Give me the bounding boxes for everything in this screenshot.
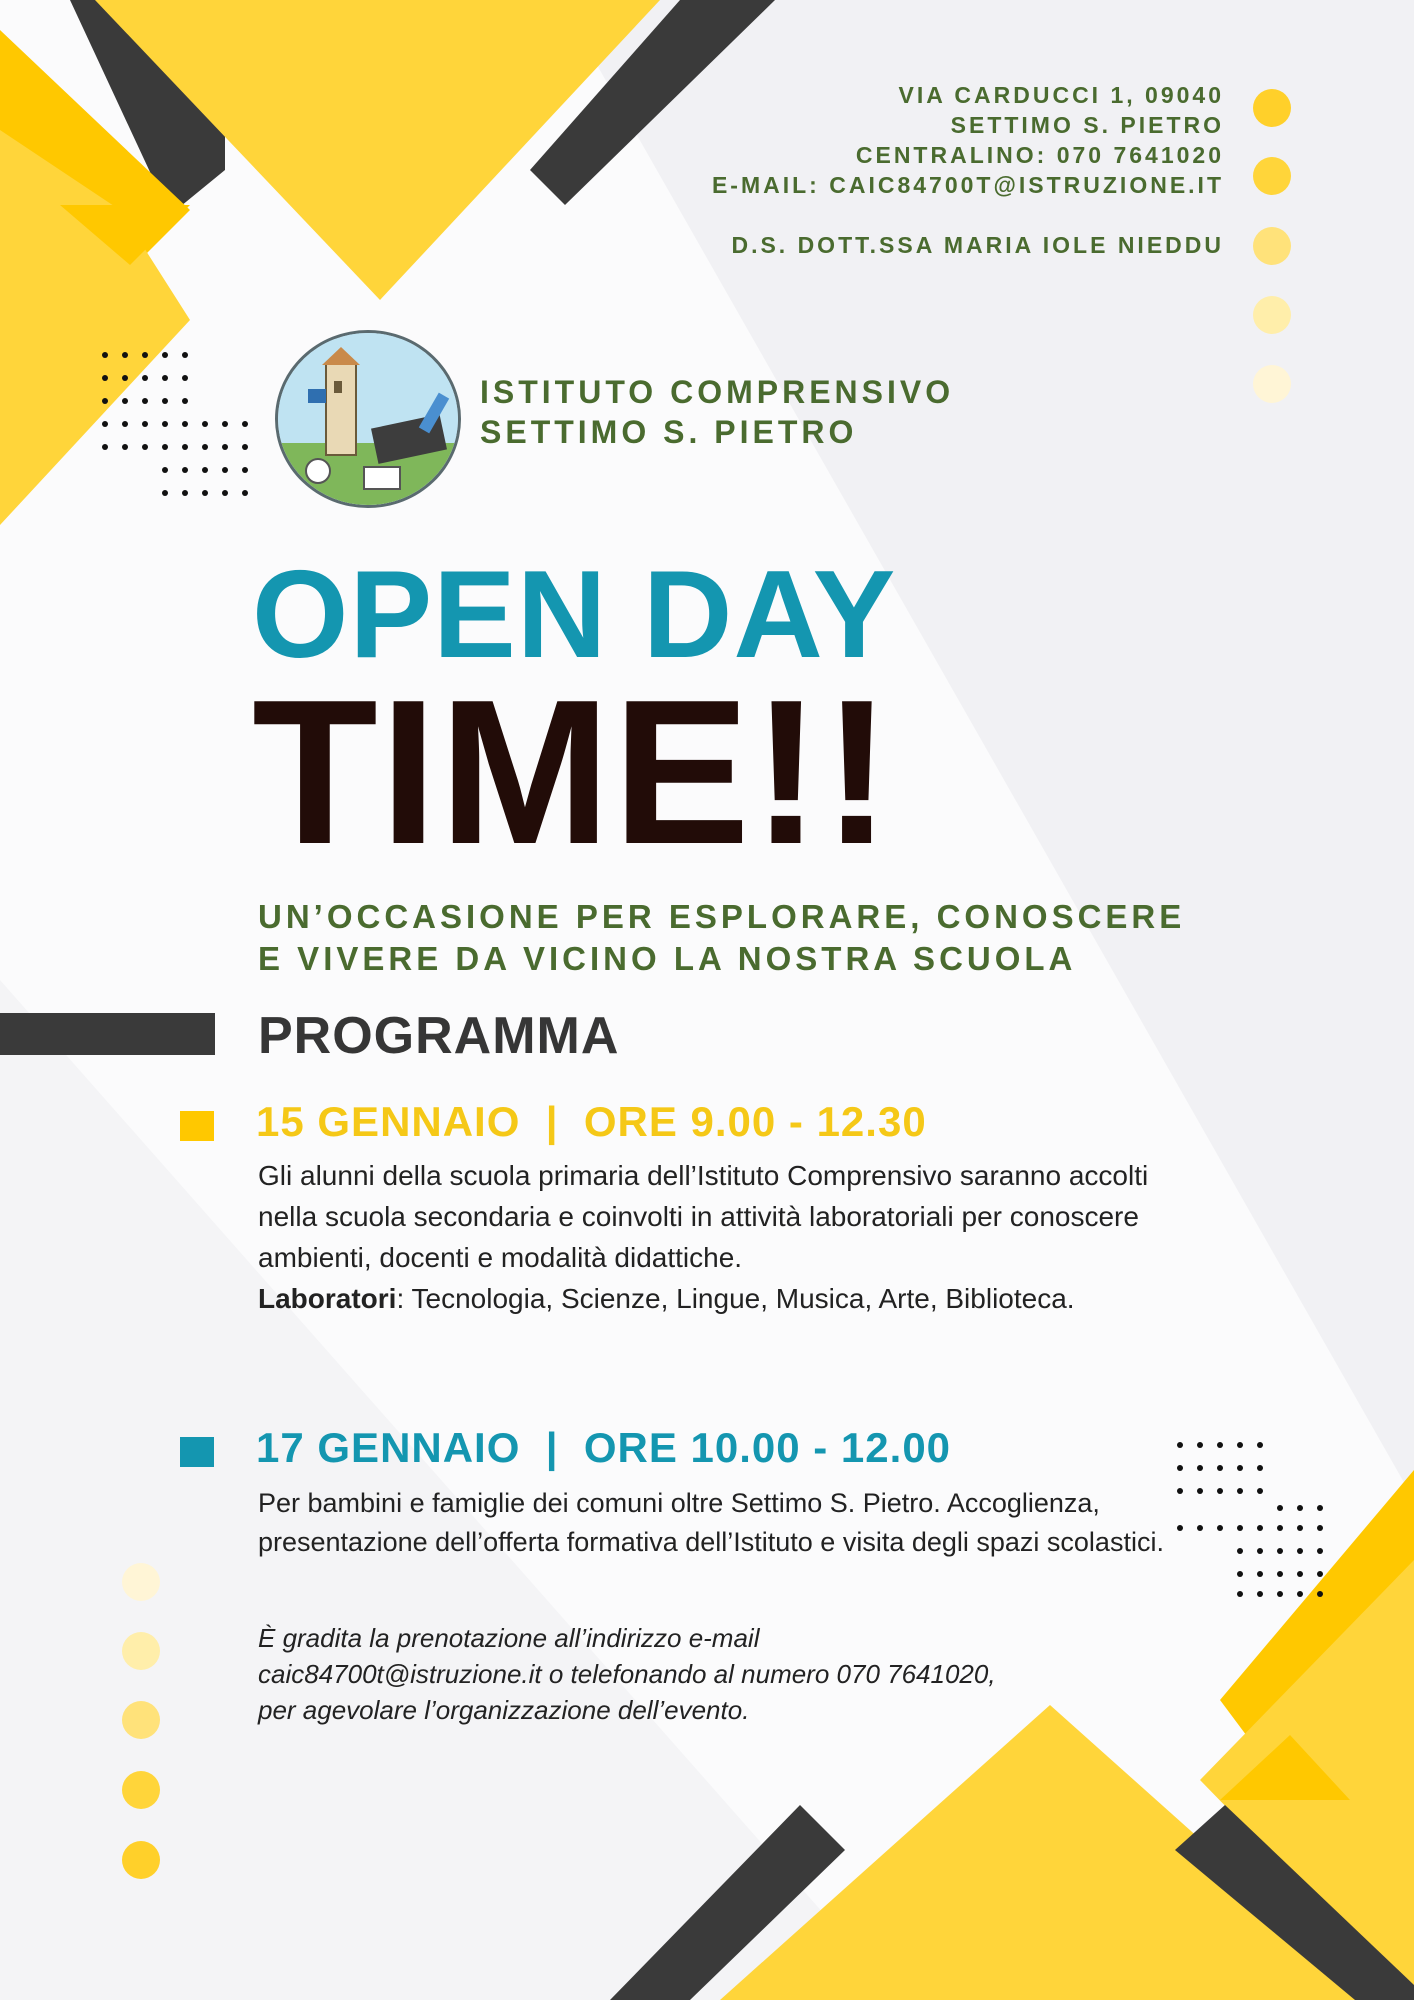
headline-time: TIME!! [252, 657, 894, 887]
tagline-line1: UN’OCCASIONE PER ESPLORARE, CONOSCERE [258, 898, 1186, 935]
event-2-text: Per bambini e famiglie dei comuni oltre Settimo S. Pietro. Accoglienza, presentazione dell’offerta formativa dell’Istituto e visita degli spazi scolastici. [258, 1488, 1164, 1557]
event-1-heading: 15 GENNAIO | ORE 9.00 - 12.30 [256, 1098, 927, 1145]
school-name-line1: ISTITUTO COMPRENSIVO [480, 374, 955, 410]
programma-bar [0, 1013, 215, 1055]
event-2-body [258, 1484, 1178, 1562]
event-bullet [180, 1437, 214, 1467]
tagline-line2: E VIVERE DA VICINO LA NOSTRA SCUOLA [258, 940, 1077, 977]
note-line3: per agevolare l’organizzazione dell’evento. [258, 1695, 750, 1725]
event-2-heading: 17 GENNAIO | ORE 10.00 - 12.00 [256, 1424, 952, 1471]
headline-open-day: OPEN DAY [252, 546, 897, 684]
address: VIA CARDUCCI 1, 09040 [898, 82, 1224, 108]
town: SETTIMO S. PIETRO [950, 112, 1224, 138]
labs-label: Laboratori [258, 1283, 397, 1314]
dot-grid [1177, 1442, 1323, 1597]
school-logo-icon [275, 330, 461, 508]
phone[interactable]: CENTRALINO: 070 7641020 [855, 142, 1224, 168]
tagline [258, 896, 1185, 980]
event-bullet [180, 1111, 214, 1141]
booking-note [258, 1620, 1238, 1728]
email[interactable]: E-MAIL: CAIC84700T@ISTRUZIONE.IT [711, 172, 1224, 198]
note-line1: È gradita la prenotazione all’indirizzo e-mail [258, 1623, 760, 1653]
program-title: PROGRAMMA [258, 1007, 620, 1065]
school-name [480, 372, 954, 452]
principal: D.S. DOTT.SSA MARIA IOLE NIEDDU [731, 232, 1224, 258]
contact-block [712, 80, 1224, 260]
event-1-body [258, 1155, 1198, 1319]
event-1-text: Gli alunni della scuola primaria dell’Istituto Comprensivo saranno accolti nella scuola secondaria e coinvolti in attività laboratoriali per conoscere ambienti, docenti e modalità didattiche. [258, 1160, 1149, 1273]
note-line2[interactable]: caic84700t@istruzione.it o telefonando al numero 070 7641020, [258, 1659, 996, 1689]
school-name-line2: SETTIMO S. PIETRO [480, 414, 858, 450]
event-1-labs [258, 1278, 1198, 1319]
labs-list: : Tecnologia, Scienze, Lingue, Musica, Arte, Biblioteca. [396, 1283, 1075, 1314]
